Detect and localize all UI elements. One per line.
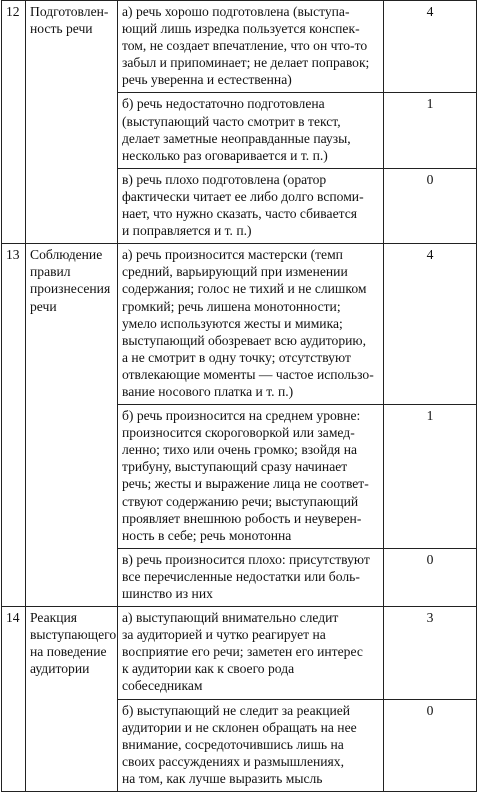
option-description: [118, 699, 384, 791]
option-description-line: своих рассуждениях и размышлениях,: [122, 753, 344, 769]
option-score: 3: [384, 607, 477, 699]
criterion-name-line: Подготовлен-: [30, 4, 109, 19]
table-row: [2, 607, 477, 699]
option-description-line: (выступающий часто смотрит в текст,: [122, 113, 341, 129]
option-description-line: б) речь произносится на среднем уровне:: [122, 408, 361, 424]
option-description-line: речь; жесты и выражение лица не соответ-: [122, 476, 369, 492]
criterion-name-line: произнесения: [30, 281, 111, 297]
option-description-line: внимание, сосредоточившись лишь на: [122, 736, 344, 752]
option-description-line: проявляет внешнюю робость и неуверен-: [122, 510, 362, 526]
option-description-line: ность в себе; речь монотонна: [122, 527, 292, 543]
option-description-line: фактически читает ее либо долго вспоми-: [122, 188, 364, 204]
option-description-line: восприятие его речи; заметен его интерес: [122, 644, 363, 660]
option-description-line: трибуну, выступающий сразу начинает: [122, 459, 348, 475]
option-description-line: громкий; речь лишена монотонности;: [122, 298, 341, 314]
option-description-line: и поправляется и т. п.): [122, 223, 252, 239]
criterion-name-line: речи: [30, 298, 57, 314]
option-score: 1: [384, 93, 477, 168]
option-description-line: средний, варьирующий при изменении: [122, 264, 348, 280]
criterion-number: 13: [2, 244, 26, 607]
option-score: 0: [384, 168, 477, 243]
option-description: [118, 244, 384, 405]
criterion-name-line: Соблюдение: [30, 247, 103, 263]
option-description-line: в) речь произносится плохо: присутствуют: [122, 551, 370, 567]
table-row: [2, 244, 477, 405]
option-description-line: ющий лишь изредка пользуется конспек-: [122, 21, 360, 37]
criterion-name-line: аудитории: [30, 661, 90, 677]
option-description-line: том, не создает впечатление, что он что-то: [122, 38, 368, 54]
option-description-line: б) выступающий не следит за реакцией: [122, 702, 351, 718]
option-description-line: отвлекающие моменты — частое использо-: [122, 366, 374, 382]
option-description-line: а) речь произносится мастерски (темп: [122, 247, 343, 263]
criterion-name: [26, 244, 118, 607]
option-description: [118, 405, 384, 549]
option-description-line: делает заметные неоправданные паузы,: [122, 130, 351, 146]
table-row: [2, 1, 477, 93]
criteria-table-body: [2, 1, 477, 792]
option-description: [118, 1, 384, 93]
criterion-name-line: на поведение: [30, 644, 107, 660]
option-description-line: а) речь хорошо подготовлена (выступа-: [122, 4, 350, 19]
option-score: 4: [384, 244, 477, 405]
option-description-line: аудитории и не склонен обращать на нее: [122, 719, 357, 735]
option-description-line: а не смотрит в одну точку; отсутствуют: [122, 349, 351, 365]
criterion-name: [26, 607, 118, 792]
option-description-line: умело используются жесты и мимика;: [122, 315, 343, 331]
option-score: 0: [384, 548, 477, 606]
option-description-line: б) речь недостаточно подготовлена: [122, 96, 325, 112]
option-description-line: содержания; голос не тихий и не слишком: [122, 281, 367, 297]
option-description-line: за аудиторией и чутко реагирует на: [122, 627, 326, 643]
option-description-line: к аудитории как к своего рода: [122, 661, 295, 677]
option-description-line: в) речь плохо подготовлена (оратор: [122, 171, 327, 187]
option-description-line: произносится скороговоркой или замед-: [122, 425, 355, 441]
option-description: [118, 607, 384, 699]
option-description-line: забыл и припоминает; не делает поправок;: [122, 55, 370, 71]
option-description-line: выступающий обозревает всю аудиторию,: [122, 332, 366, 348]
option-description-line: ствуют содержанию речи; выступающий: [122, 493, 359, 509]
criteria-table: [1, 0, 477, 792]
criterion-name-line: ность речи: [30, 21, 93, 37]
option-score: 1: [384, 405, 477, 549]
option-description: [118, 168, 384, 243]
option-description-line: речь уверенна и естественна): [122, 72, 292, 88]
criterion-name-line: Реакция: [30, 610, 78, 626]
option-description-line: несколько раз оговаривается и т. п.): [122, 147, 328, 163]
option-score: 0: [384, 699, 477, 791]
option-description-line: а) выступающий внимательно следит: [122, 610, 339, 626]
option-description-line: все перечисленные недостатки или боль-: [122, 568, 360, 584]
criterion-number: 12: [2, 1, 26, 244]
criterion-name-line: правил: [30, 264, 71, 280]
option-description: [118, 93, 384, 168]
option-description: [118, 548, 384, 606]
option-description-line: вание носового платка и т. п.): [122, 383, 294, 399]
criterion-number: 14: [2, 607, 26, 792]
option-description-line: на том, как лучше выразить мысль: [122, 770, 323, 786]
option-description-line: шинство из них: [122, 586, 213, 601]
option-description-line: собеседникам: [122, 678, 203, 694]
criterion-name-line: выступающего: [30, 627, 117, 643]
option-description-line: ленно; тихо или очень громко; взойдя на: [122, 442, 358, 458]
criterion-name: [26, 1, 118, 244]
option-description-line: нает, что нужно сказать, часто сбивается: [122, 206, 358, 222]
option-score: 4: [384, 1, 477, 93]
